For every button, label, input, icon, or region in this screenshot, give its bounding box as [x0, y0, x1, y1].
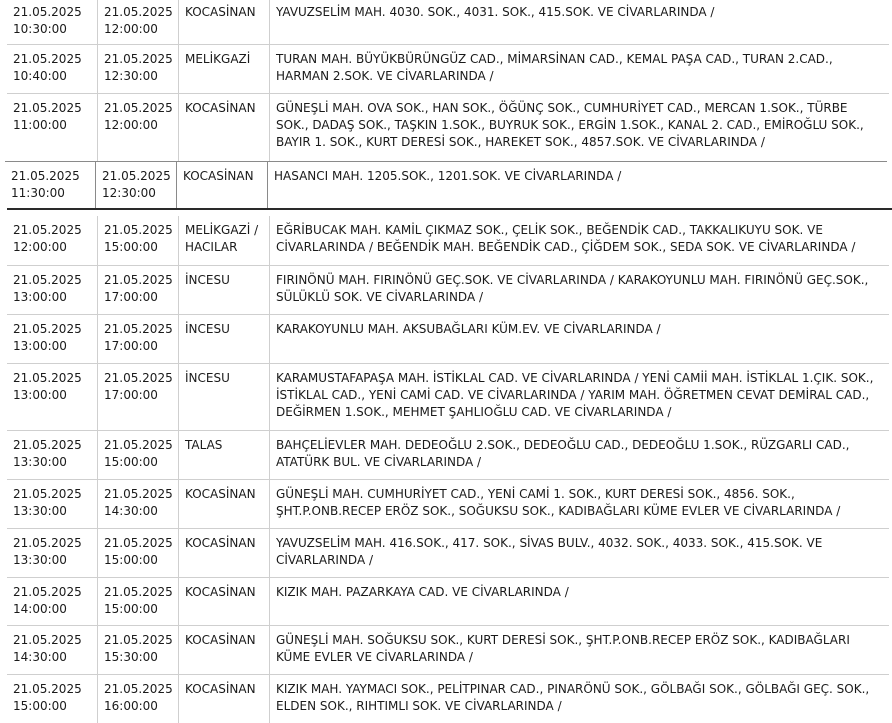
- area-cell: GÜNEŞLİ MAH. SOĞUKSU SOK., KURT DERESİ SOK., ŞHT.P.ONB.RECEP ERÖZ SOK., KADIBAĞLARI KÜME EVLER VE CİVARLARINDA /: [269, 626, 889, 674]
- end-date: 21.05.2025: [104, 52, 173, 66]
- area-cell: YAVUZSELİM MAH. 4030. SOK., 4031. SOK., 415.SOK. VE CİVARLARINDA /: [269, 0, 889, 44]
- end-date: 21.05.2025: [104, 438, 173, 452]
- end-time: 15:00:00: [104, 553, 158, 567]
- end-time: 15:30:00: [104, 650, 158, 664]
- end-date: 21.05.2025: [104, 536, 173, 550]
- start-date: 21.05.2025: [13, 682, 82, 696]
- start-date: 21.05.2025: [13, 52, 82, 66]
- end-time: 15:00:00: [104, 455, 158, 469]
- end-date: 21.05.2025: [104, 101, 173, 115]
- start-date: 21.05.2025: [13, 371, 82, 385]
- end-cell: [95, 162, 176, 208]
- table-row: [7, 430, 889, 479]
- table-row: [7, 93, 889, 161]
- table-row: [7, 577, 889, 625]
- start-date: 21.05.2025: [13, 322, 82, 336]
- table-row: [7, 674, 889, 723]
- start-date: 21.05.2025: [13, 273, 82, 287]
- area-cell: KIZIK MAH. YAYMACI SOK., PELİTPINAR CAD., PINARÖNÜ SOK., GÖLBAĞI SOK., GÖLBAĞI GEÇ. SOK., ELDEN SOK., RIHTIMLI SOK. VE CİVARLARINDA /: [269, 675, 889, 723]
- table-row: [7, 44, 889, 93]
- district-cell: KOCASİNAN: [178, 480, 269, 528]
- area-cell: BAHÇELİEVLER MAH. DEDEOĞLU 2.SOK., DEDEOĞLU CAD., DEDEOĞLU 1.SOK., RÜZGARLI CAD., ATATÜRK BUL. VE CİVARLARINDA /: [269, 431, 889, 479]
- section-divider: [7, 208, 892, 210]
- end-cell: [97, 578, 178, 625]
- area-cell: FIRINÖNÜ MAH. FIRINÖNÜ GEÇ.SOK. VE CİVARLARINDA / KARAKOYUNLU MAH. FIRINÖNÜ GEÇ.SOK., SÜLÜKLÜ SOK. VE CİVARLARINDA /: [269, 266, 889, 314]
- area-cell: GÜNEŞLİ MAH. CUMHURİYET CAD., YENİ CAMİ 1. SOK., KURT DERESİ SOK., 4856. SOK., ŞHT.P.ONB.RECEP ERÖZ SOK., SOĞUKSU SOK., KADIBAĞLARI KÜME EVLER VE CİVARLARINDA /: [269, 480, 889, 528]
- table-row: [7, 625, 889, 674]
- start-time: 11:00:00: [13, 118, 67, 132]
- district-cell: İNCESU: [178, 364, 269, 430]
- end-time: 15:00:00: [104, 240, 158, 254]
- end-cell: [97, 480, 178, 528]
- start-cell: [7, 45, 97, 93]
- end-time: 14:30:00: [104, 504, 158, 518]
- table-row: [7, 479, 889, 528]
- start-cell: [7, 578, 97, 625]
- end-time: 16:00:00: [104, 699, 158, 713]
- start-date: 21.05.2025: [13, 5, 82, 19]
- start-time: 13:30:00: [13, 455, 67, 469]
- start-date: 21.05.2025: [13, 633, 82, 647]
- end-cell: [97, 364, 178, 430]
- end-cell: [97, 675, 178, 723]
- end-date: 21.05.2025: [104, 322, 173, 336]
- start-date: 21.05.2025: [13, 536, 82, 550]
- start-date: 21.05.2025: [13, 487, 82, 501]
- area-cell: HASANCI MAH. 1205.SOK., 1201.SOK. VE CİVARLARINDA /: [267, 162, 887, 208]
- end-time: 12:00:00: [104, 22, 158, 36]
- area-cell: KIZIK MAH. PAZARKAYA CAD. VE CİVARLARINDA /: [269, 578, 889, 625]
- end-time: 17:00:00: [104, 388, 158, 402]
- table-row: [7, 528, 889, 577]
- table-row: [7, 265, 889, 314]
- end-cell: [97, 315, 178, 363]
- start-cell: [7, 675, 97, 723]
- start-time: 11:30:00: [11, 186, 65, 200]
- start-cell: [7, 431, 97, 479]
- start-cell: [7, 266, 97, 314]
- end-cell: [97, 94, 178, 161]
- start-cell: [7, 364, 97, 430]
- district-cell: MELİKGAZİ: [178, 45, 269, 93]
- area-cell: YAVUZSELİM MAH. 416.SOK., 417. SOK., SİVAS BULV., 4032. SOK., 4033. SOK., 415.SOK. VE CİVARLARINDA /: [269, 529, 889, 577]
- table-row: [7, 363, 889, 430]
- end-date: 21.05.2025: [104, 633, 173, 647]
- table-row: [5, 161, 887, 208]
- start-cell: [7, 216, 97, 265]
- start-cell: [5, 162, 95, 208]
- end-time: 12:30:00: [104, 69, 158, 83]
- start-time: 13:30:00: [13, 504, 67, 518]
- start-time: 15:00:00: [13, 699, 67, 713]
- start-date: 21.05.2025: [13, 223, 82, 237]
- start-time: 13:30:00: [13, 553, 67, 567]
- start-cell: [7, 94, 97, 161]
- start-cell: [7, 480, 97, 528]
- end-cell: [97, 45, 178, 93]
- start-cell: [7, 315, 97, 363]
- end-time: 12:30:00: [102, 186, 156, 200]
- end-date: 21.05.2025: [102, 169, 171, 183]
- end-cell: [97, 431, 178, 479]
- start-date: 21.05.2025: [13, 585, 82, 599]
- end-date: 21.05.2025: [104, 682, 173, 696]
- district-cell: İNCESU: [178, 266, 269, 314]
- table-row: [7, 216, 889, 265]
- end-time: 17:00:00: [104, 339, 158, 353]
- start-time: 13:00:00: [13, 388, 67, 402]
- district-cell: KOCASİNAN: [178, 529, 269, 577]
- end-cell: [97, 266, 178, 314]
- district-cell: KOCASİNAN: [178, 94, 269, 161]
- start-time: 14:00:00: [13, 602, 67, 616]
- start-cell: [7, 529, 97, 577]
- district-cell: MELİKGAZİ / HACILAR: [178, 216, 269, 265]
- end-cell: [97, 216, 178, 265]
- start-date: 21.05.2025: [13, 101, 82, 115]
- district-cell: KOCASİNAN: [178, 675, 269, 723]
- end-cell: [97, 626, 178, 674]
- start-time: 13:00:00: [13, 290, 67, 304]
- area-cell: EĞRİBUCAK MAH. KAMİL ÇIKMAZ SOK., ÇELİK SOK., BEĞENDİK CAD., TAKKALIKUYU SOK. VE CİVARLARINDA / BEĞENDİK MAH. BEĞENDİK CAD., ÇİĞDEM SOK., SEDA SOK. VE CİVARLARINDA /: [269, 216, 889, 265]
- start-time: 14:30:00: [13, 650, 67, 664]
- start-cell: [7, 626, 97, 674]
- area-cell: TURAN MAH. BÜYÜKBÜRÜNGÜZ CAD., MİMARSİNAN CAD., KEMAL PAŞA CAD., TURAN 2.CAD., HARMAN 2.SOK. VE CİVARLARINDA /: [269, 45, 889, 93]
- end-date: 21.05.2025: [104, 371, 173, 385]
- district-cell: TALAS: [178, 431, 269, 479]
- end-date: 21.05.2025: [104, 487, 173, 501]
- start-time: 12:00:00: [13, 240, 67, 254]
- end-time: 15:00:00: [104, 602, 158, 616]
- end-date: 21.05.2025: [104, 585, 173, 599]
- table-row: [7, 0, 889, 44]
- start-time: 13:00:00: [13, 339, 67, 353]
- end-time: 12:00:00: [104, 118, 158, 132]
- end-time: 17:00:00: [104, 290, 158, 304]
- district-cell: KOCASİNAN: [176, 162, 267, 208]
- start-date: 21.05.2025: [13, 438, 82, 452]
- end-date: 21.05.2025: [104, 273, 173, 287]
- district-cell: KOCASİNAN: [178, 0, 269, 44]
- district-cell: İNCESU: [178, 315, 269, 363]
- start-time: 10:30:00: [13, 22, 67, 36]
- area-cell: KARAMUSTAFAPAŞA MAH. İSTİKLAL CAD. VE CİVARLARINDA / YENİ CAMİİ MAH. İSTİKLAL 1.ÇIK. SOK., İSTİKLAL CAD., YENİ CAMİ CAD. VE CİVARLARINDA / YARIM MAH. ÖĞRETMEN CEVAT DEMİRAL CAD., DEĞİRMEN 1.SOK., MEHMET ŞAHLIOĞLU CAD. VE CİVARLARINDA /: [269, 364, 889, 430]
- end-cell: [97, 0, 178, 44]
- area-cell: KARAKOYUNLU MAH. AKSUBAĞLARI KÜM.EV. VE CİVARLARINDA /: [269, 315, 889, 363]
- district-cell: KOCASİNAN: [178, 626, 269, 674]
- start-time: 10:40:00: [13, 69, 67, 83]
- end-date: 21.05.2025: [104, 223, 173, 237]
- end-cell: [97, 529, 178, 577]
- start-date: 21.05.2025: [11, 169, 80, 183]
- district-cell: KOCASİNAN: [178, 578, 269, 625]
- area-cell: GÜNEŞLİ MAH. OVA SOK., HAN SOK., ÖĞÜNÇ SOK., CUMHURİYET CAD., MERCAN 1.SOK., TÜRBE SOK., DADAŞ SOK., TAŞKIN 1.SOK., BUYRUK SOK., ERGİN 1.SOK., KANAL 2. CAD., EMİROĞLU SOK., BAYIR 1. SOK., KURT DERESİ SOK., HAREKET SOK., 4857.SOK. VE CİVARLARINDA /: [269, 94, 889, 161]
- start-cell: [7, 0, 97, 44]
- table-row: [7, 314, 889, 363]
- end-date: 21.05.2025: [104, 5, 173, 19]
